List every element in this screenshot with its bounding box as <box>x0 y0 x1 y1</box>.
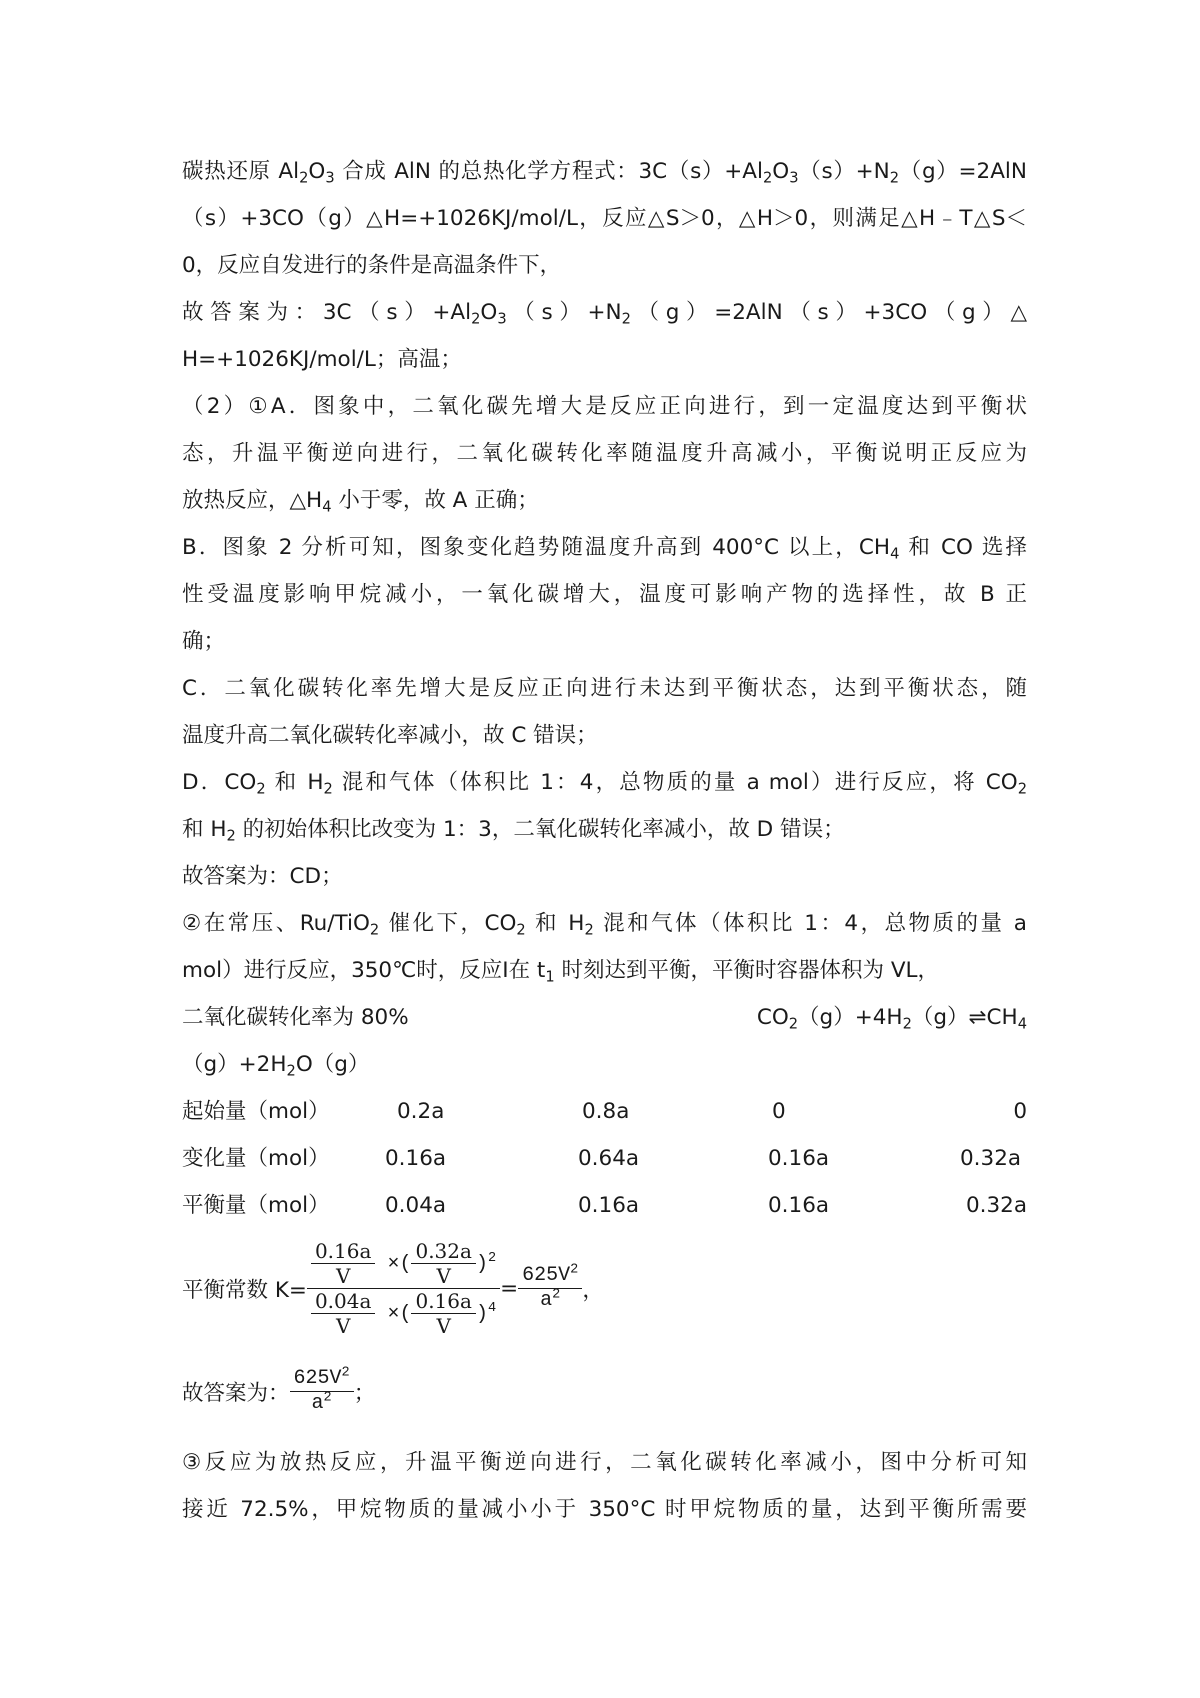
reaction-equation: $CO_2(g)+4H_2(g)\rightleftharpoons CH_4$ <box>756 1005 1027 1033</box>
result-fraction: $\frac{625V^2}{a^2}$ <box>518 1264 582 1313</box>
text-line: 0，反应自发进行的条件是高温条件下， <box>182 253 562 278</box>
table-row <box>182 1182 1027 1229</box>
text-line <box>182 994 1027 1041</box>
text-line: 温度升高二氧化碳转化率减小，故 C 错误； <box>182 723 598 748</box>
table-cell: 0 <box>772 1099 786 1124</box>
text-line: 故答案为：$3C(s)+Al_2O_3(s)+N_2(g)=2AlN(s)+3CO(g)\triangle$ <box>182 300 1027 328</box>
text-line: C．二氧化碳转化率先增大是反应正向进行未达到平衡状态，达到平衡状态，随 <box>182 676 1027 701</box>
text-line: B．图象 2 分析可知，图象变化趋势随温度升高到 400°C 以上，$CH_4$ 和 CO 选择 <box>182 535 1027 563</box>
text-line: D．$CO_2$ 和 $H_2$ 混和气体（体积比 1：4，总物质的量 a mol）进行反应，将 $CO_2$ <box>182 770 1027 798</box>
conversion-rate-text: 二氧化碳转化率为 80% <box>182 1005 409 1030</box>
big-fraction <box>307 1239 500 1338</box>
text-line: （2）①A．图象中，二氧化碳先增大是反应正向进行，到一定温度达到平衡状 <box>182 394 1027 419</box>
table-cell: 0.64a <box>578 1146 640 1171</box>
table-cell: 0.16a <box>385 1146 447 1171</box>
text-line: H=+1026KJ/mol/L；高温； <box>182 347 462 372</box>
table-cell: 0.32a <box>960 1146 1022 1171</box>
table-row-label: 起始量（mol） <box>182 1099 330 1124</box>
table-cell: 0.8a <box>582 1099 630 1124</box>
table-cell: 0.04a <box>385 1193 447 1218</box>
text-line: （s）+3CO（g）△H=+1026KJ/mol/L，反应△S＞0，△H＞0，则满足△H﹣T△S＜ <box>182 206 1027 231</box>
table-cell: 0.32a <box>965 1193 1027 1218</box>
text-line: 和 $H_2$ 的初始体积比改变为 1：3，二氧化碳转化率减小，故 D 错误； <box>182 817 845 845</box>
formula-prefix: 平衡常数 K= <box>182 1277 307 1303</box>
table-cell: 0.16a <box>578 1193 640 1218</box>
text-line: 碳热还原 $Al_2O_3$ 合成 AlN 的总热化学方程式：$3C(s)+Al_2O_3(s)+N_2(g)=2AlN$ <box>182 159 1027 187</box>
text-line: 确； <box>182 629 226 654</box>
fraction-denominator: $\frac{0.04a}{V}$ ×( $\frac{0.16a}{V}$ )$^4$ <box>307 1289 500 1338</box>
table-row <box>182 1088 1027 1135</box>
text-line: 放热反应，$\triangle H_4$ 小于零，故 A 正确； <box>182 488 539 516</box>
text-line: ②在常压、Ru/TiO$_2$ 催化下，$CO_2$ 和 $H_2$ 混和气体（体积比 1：4，总物质的量 a <box>182 911 1027 939</box>
table-row-label: 平衡量（mol） <box>182 1193 330 1218</box>
text-line: 态，升温平衡逆向进行，二氧化碳转化率随温度升高减小，平衡说明正反应为 <box>182 441 1027 466</box>
text-line: mol）进行反应，350℃时，反应Ⅰ在 $t_1$ 时刻达到平衡，平衡时容器体积为 VL， <box>182 958 940 986</box>
text-line: ③反应为放热反应，升温平衡逆向进行，二氧化碳转化率减小，图中分析可知 <box>182 1450 1027 1475</box>
table-cell: 0 <box>1013 1099 1027 1124</box>
table-cell: 0.2a <box>397 1099 445 1124</box>
text-line: 性受温度影响甲烷减小，一氧化碳增大，温度可影响产物的选择性，故 B 正 <box>182 582 1027 607</box>
table-row-label: 变化量（mol） <box>182 1146 330 1171</box>
document-body <box>182 148 1027 1533</box>
equilibrium-constant-formula: 平衡常数 K= $\frac{0.16a}{V}$ ×( $\frac{0.32a}{V}$ )$^2$ $\frac{0.04a}{V}$ ×( $\frac{0.16a}{V}$ )$^4$ = $\frac{625V^2}{a^2}$ ， <box>182 1238 604 1338</box>
answer-fraction: $\frac{625V^2}{a^2}$ <box>290 1367 354 1416</box>
table-cell: 0.16a <box>768 1146 830 1171</box>
text-line: $(g)+2H_2O(g)$ <box>182 1052 370 1080</box>
answer-formula: 故答案为： $\frac{625V^2}{a^2}$ ； <box>182 1364 376 1415</box>
table-row <box>182 1135 1027 1182</box>
table-cell: 0.16a <box>768 1193 830 1218</box>
fraction-numerator: $\frac{0.16a}{V}$ ×( $\frac{0.32a}{V}$ )$^2$ <box>307 1239 500 1288</box>
text-line: 接近 72.5%，甲烷物质的量减小小于 350°C 时甲烷物质的量，达到平衡所需要 <box>182 1497 1027 1522</box>
text-line: 故答案为：CD； <box>182 864 343 889</box>
answer-prefix: 故答案为： <box>182 1380 290 1406</box>
